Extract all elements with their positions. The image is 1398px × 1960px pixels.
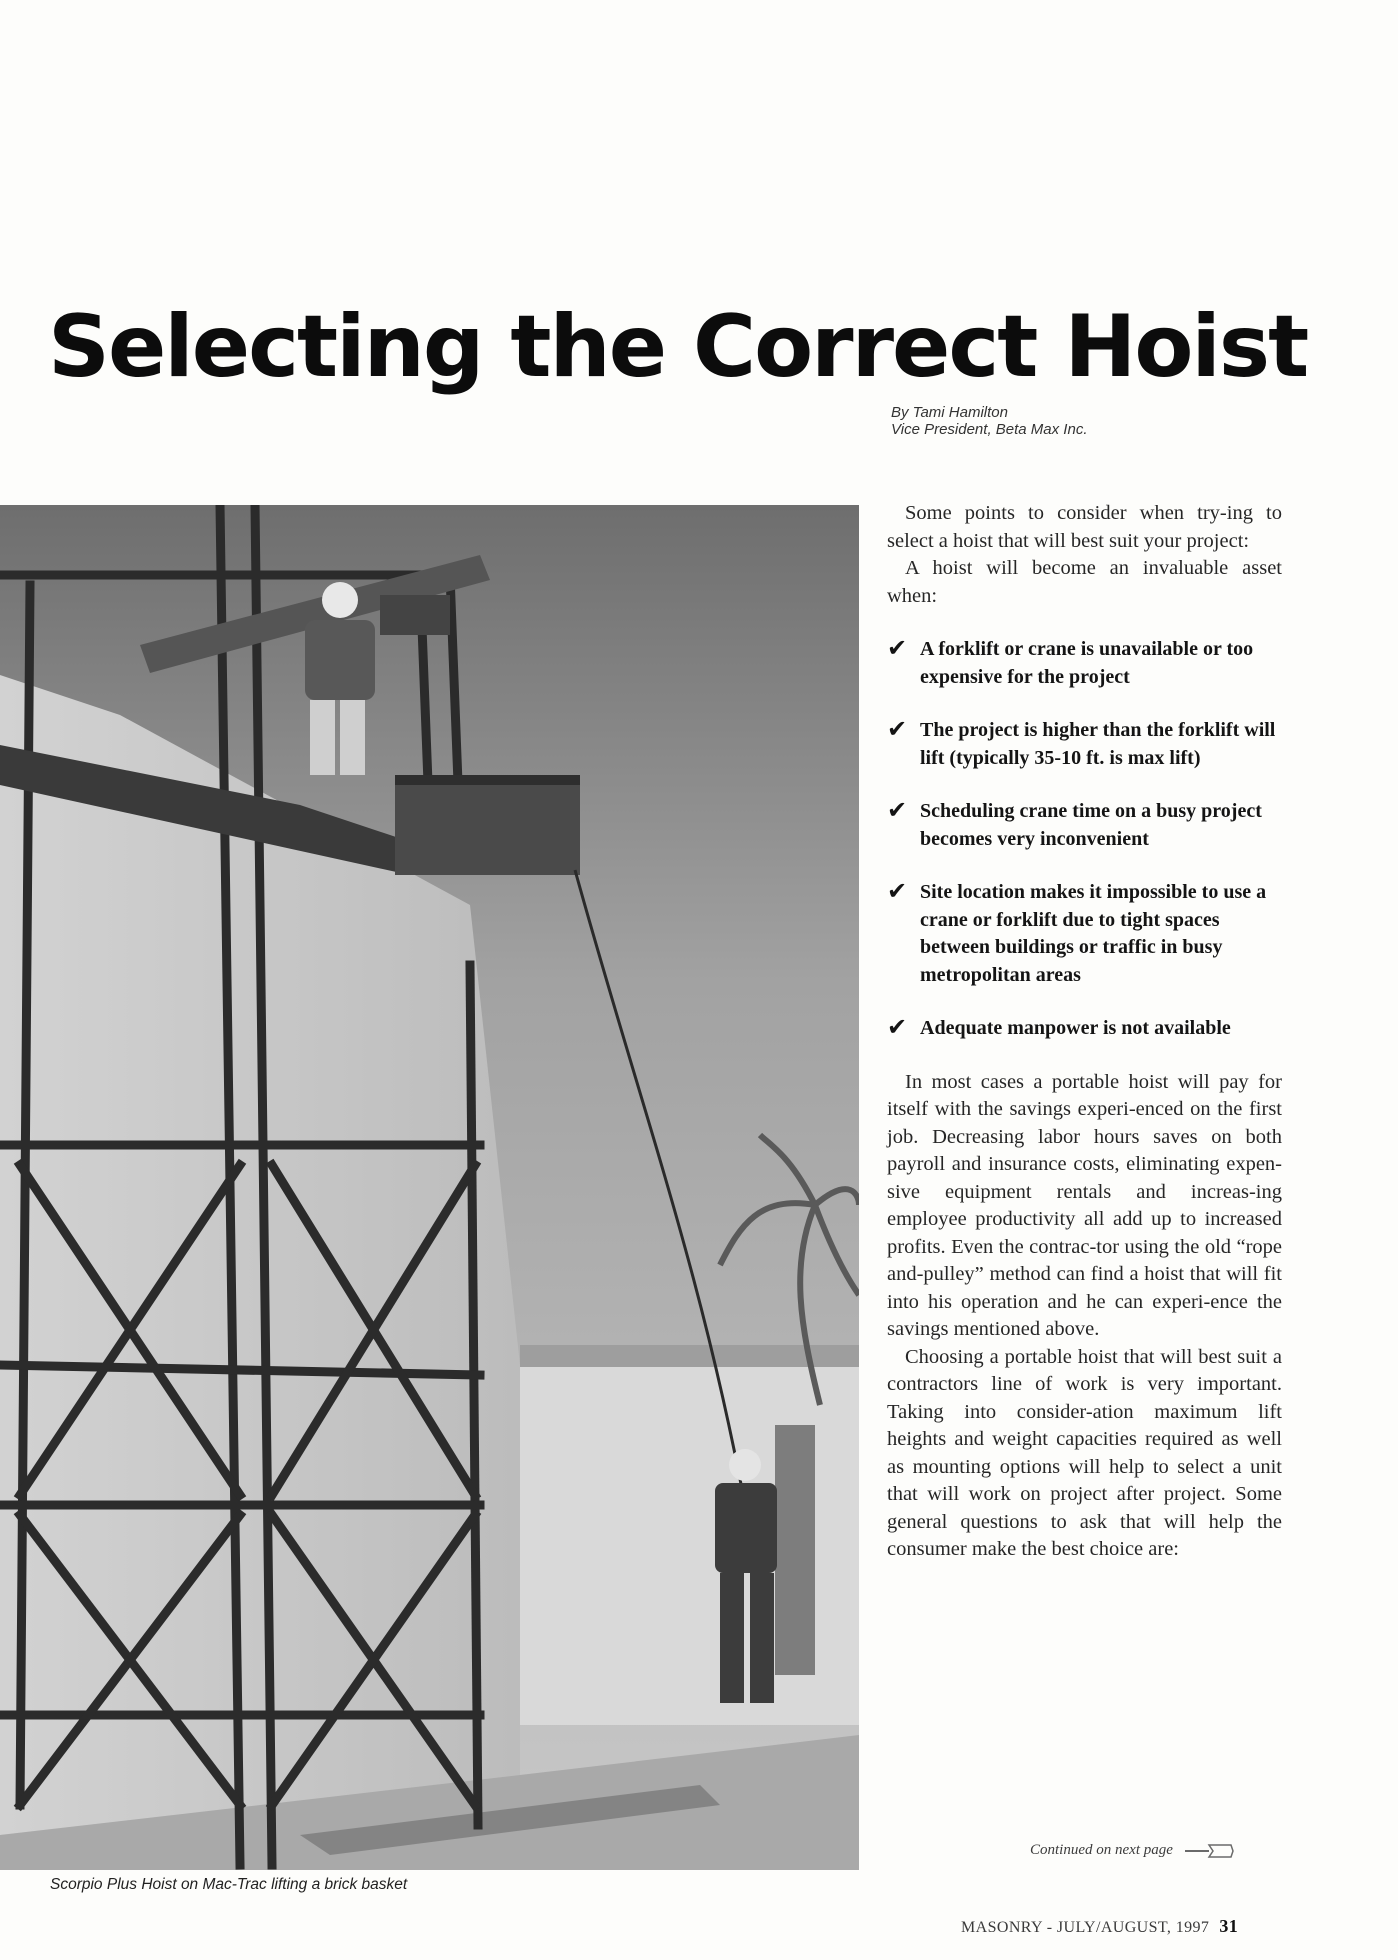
checklist-item [887, 636, 1282, 691]
checklist [887, 636, 1282, 1043]
checklist-item-text: Adequate manpower is not available [920, 1017, 1231, 1039]
checklist-item [887, 1015, 1282, 1043]
byline-author: By Tami Hamilton [891, 404, 1008, 421]
article-body [887, 500, 1282, 1564]
intro-paragraph: A hoist will become an invaluable asset when: [887, 557, 1282, 607]
checklist-item [887, 879, 1282, 989]
check-icon: ✔ [887, 798, 908, 824]
photo-caption: Scorpio Plus Hoist on Mac-Trac lifting a brick basket [50, 1876, 408, 1893]
byline-role: Vice President, Beta Max Inc. [891, 421, 1088, 438]
checklist-item [887, 717, 1282, 772]
check-icon: ✔ [887, 879, 908, 905]
article-photo [0, 505, 859, 1870]
checklist-item-text: The project is higher than the forklift will lift (typically 35-10 ft. is max lift) [920, 719, 1276, 769]
byline [891, 404, 1088, 438]
arrow-right-icon [1183, 1843, 1235, 1859]
page-footer [961, 1916, 1238, 1937]
checklist-item-text: A forklift or crane is unavailable or too expensive for the project [920, 638, 1254, 688]
body-paragraph: Choosing a portable hoist that will best suit a contractors line of work is very important. Taking into consider-ation maximum lift heights and weight capacities required as well as mounting options will help to select a unit that will work on project after project. Some general questions to ask that will help the consumer make the best choice are: [887, 1345, 1282, 1560]
intro-paragraph: Some points to consider when try-ing to select a hoist that will best suit your project: [887, 502, 1282, 552]
continued-note [1030, 1842, 1235, 1859]
check-icon: ✔ [887, 1015, 908, 1041]
publication-line: MASONRY - JULY/AUGUST, 1997 [961, 1919, 1210, 1936]
hoist-photo-illustration [0, 505, 859, 1870]
body-paragraph: In most cases a portable hoist will pay for itself with the savings experi-enced on the first job. Decreasing labor hours saves on both payroll and insurance costs, eliminating expen-sive equipment rentals and increas-ing employee productivity all add up to increased profits. Even the contrac-tor using the old “rope and-pulley” method can find a hoist that will fit into his operation and he can experi-ence the savings mentioned above. [887, 1070, 1282, 1340]
checklist-item-text: Site location makes it impossible to use a crane or forklift due to tight spaces between buildings or traffic in busy metropolitan areas [920, 881, 1267, 986]
article-title: Selecting the Correct Hoist [48, 297, 1308, 397]
check-icon: ✔ [887, 717, 908, 743]
checklist-item-text: Scheduling crane time on a busy project becomes very inconvenient [920, 800, 1262, 850]
page-number: 31 [1219, 1916, 1239, 1936]
checklist-item [887, 798, 1282, 853]
continued-text: Continued on next page [1030, 1842, 1173, 1858]
check-icon: ✔ [887, 636, 908, 662]
